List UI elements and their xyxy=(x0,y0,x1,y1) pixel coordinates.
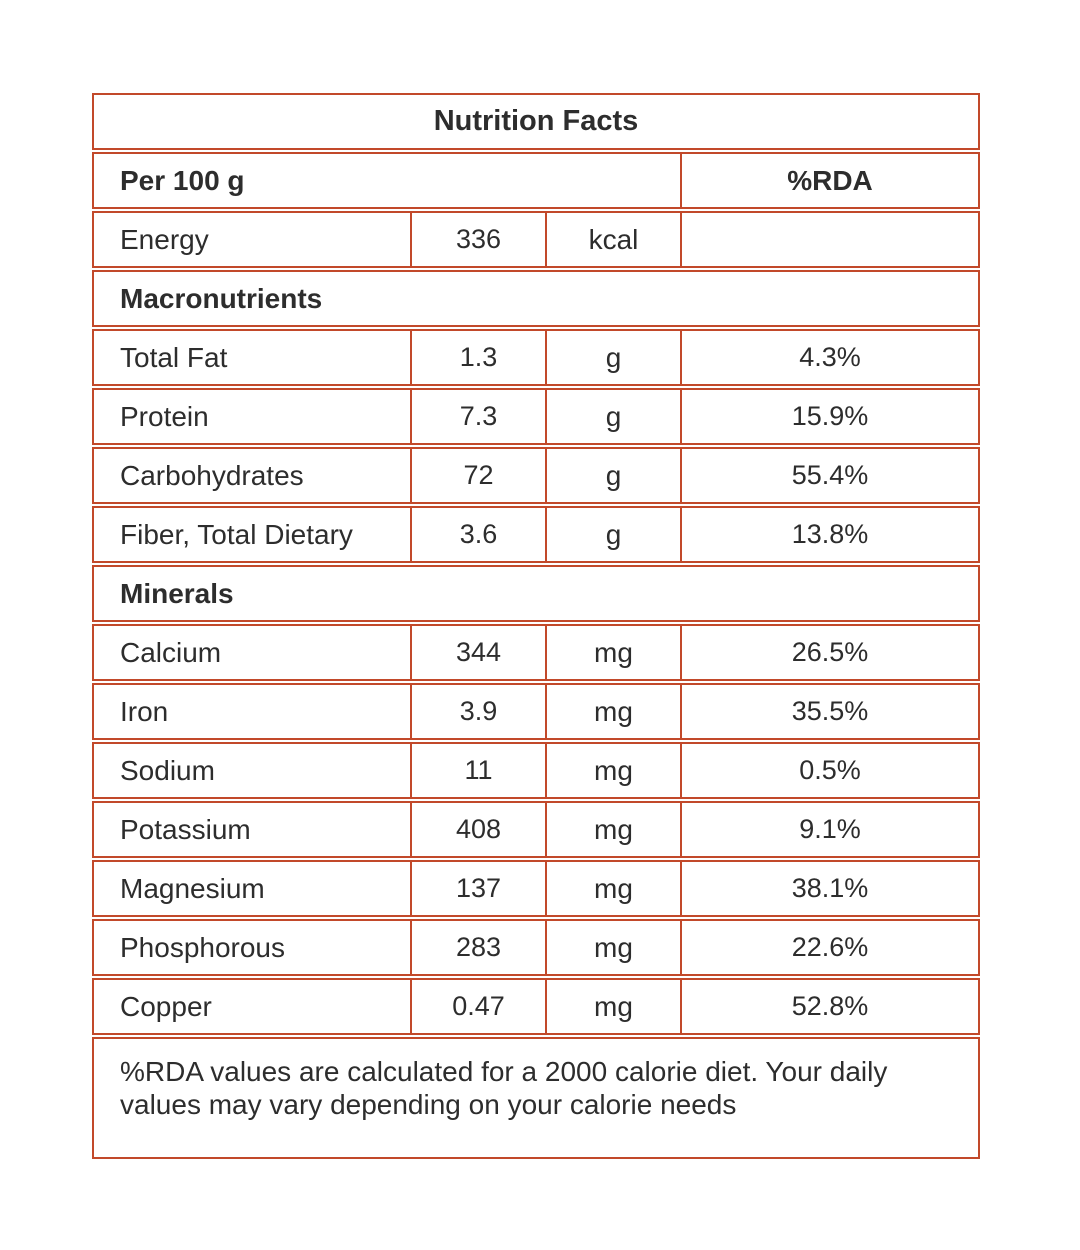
table-row xyxy=(92,742,980,799)
nutrient-label: Sodium xyxy=(120,754,215,786)
table-row xyxy=(92,506,980,563)
nutrient-rda xyxy=(680,213,978,266)
nutrient-unit: g xyxy=(545,449,680,502)
nutrient-unit: g xyxy=(545,331,680,384)
nutrient-rda: 0.5% xyxy=(680,744,978,797)
table-row xyxy=(92,801,980,858)
nutrient-label: Magnesium xyxy=(120,872,265,904)
nutrient-label: Calcium xyxy=(120,636,222,668)
nutrient-label: Fiber, Total Dietary xyxy=(120,518,353,550)
nutrient-unit: mg xyxy=(545,626,680,679)
nutrient-rda: 35.5% xyxy=(680,685,978,738)
table-row xyxy=(92,388,980,445)
nutrient-unit: kcal xyxy=(545,213,680,266)
nutrient-value: 7.3 xyxy=(410,390,545,443)
nutrient-rda: 52.8% xyxy=(680,980,978,1033)
nutrient-label: Phosphorous xyxy=(120,931,286,963)
nutrient-value: 336 xyxy=(410,213,545,266)
table-row xyxy=(92,683,980,740)
rda-column-header: %RDA xyxy=(680,154,978,207)
section-label: Minerals xyxy=(120,577,234,609)
nutrient-value: 72 xyxy=(410,449,545,502)
minerals-section-row xyxy=(92,565,980,622)
table-row xyxy=(92,624,980,681)
table-row xyxy=(92,978,980,1035)
nutrient-value: 1.3 xyxy=(410,331,545,384)
nutrient-label: Total Fat xyxy=(120,341,228,373)
rda-footnote: %RDA values are calculated for a 2000 calorie diet. Your daily values may vary depending on your calorie needs xyxy=(120,1056,888,1121)
nutrient-label: Copper xyxy=(120,990,212,1022)
nutrient-label: Potassium xyxy=(120,813,251,845)
nutrient-rda: 13.8% xyxy=(680,508,978,561)
table-row xyxy=(92,329,980,386)
nutrient-unit: mg xyxy=(545,980,680,1033)
nutrient-rda: 22.6% xyxy=(680,921,978,974)
table-row xyxy=(92,919,980,976)
nutrient-value: 137 xyxy=(410,862,545,915)
table-row xyxy=(92,860,980,917)
energy-row xyxy=(92,211,980,268)
nutrient-unit: mg xyxy=(545,744,680,797)
serving-size-header: Per 100 g xyxy=(120,164,245,196)
column-header-row xyxy=(92,152,980,209)
nutrient-value: 3.9 xyxy=(410,685,545,738)
nutrient-rda: 4.3% xyxy=(680,331,978,384)
nutrient-value: 11 xyxy=(410,744,545,797)
nutrient-label: Protein xyxy=(120,400,209,432)
title-row xyxy=(92,93,980,150)
section-label: Macronutrients xyxy=(120,282,323,314)
nutrient-label: Carbohydrates xyxy=(120,459,304,491)
nutrient-label: Iron xyxy=(120,695,169,727)
nutrient-unit: mg xyxy=(545,685,680,738)
macronutrients-section-row xyxy=(92,270,980,327)
nutrient-rda: 15.9% xyxy=(680,390,978,443)
nutrient-value: 408 xyxy=(410,803,545,856)
nutrient-unit: mg xyxy=(545,921,680,974)
footnote-row xyxy=(92,1037,980,1159)
nutrient-unit: g xyxy=(545,390,680,443)
nutrient-label: Energy xyxy=(120,223,209,255)
nutrient-value: 0.47 xyxy=(410,980,545,1033)
nutrient-value: 283 xyxy=(410,921,545,974)
nutrient-unit: mg xyxy=(545,862,680,915)
nutrient-unit: g xyxy=(545,508,680,561)
nutrient-value: 3.6 xyxy=(410,508,545,561)
nutrient-value: 344 xyxy=(410,626,545,679)
nutrient-unit: mg xyxy=(545,803,680,856)
table-title: Nutrition Facts xyxy=(433,105,639,137)
nutrient-rda: 9.1% xyxy=(680,803,978,856)
nutrient-rda: 38.1% xyxy=(680,862,978,915)
nutrition-facts-table xyxy=(92,93,980,1159)
nutrient-rda: 55.4% xyxy=(680,449,978,502)
nutrient-rda: 26.5% xyxy=(680,626,978,679)
table-row xyxy=(92,447,980,504)
